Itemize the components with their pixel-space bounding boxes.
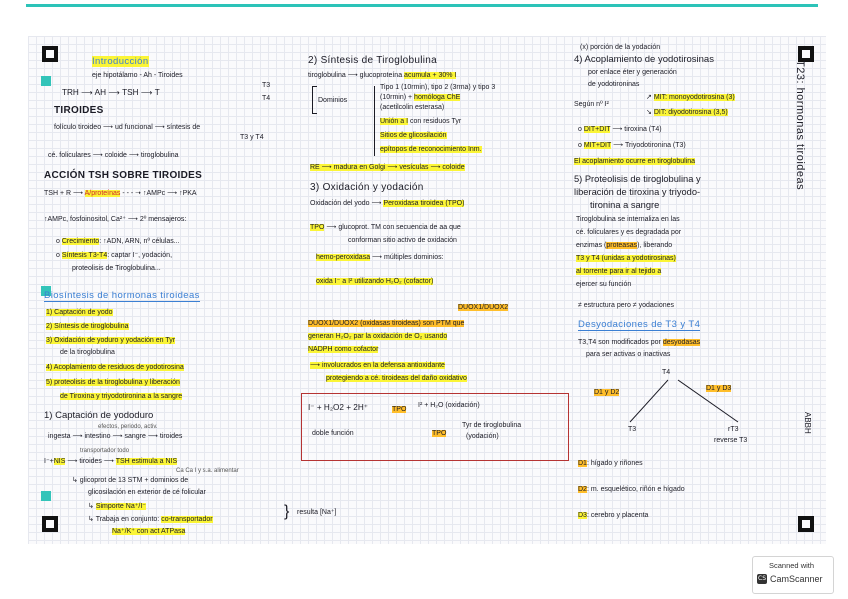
porcion-note: (x) porción de la yodación [580, 44, 661, 51]
camscanner-logo: CS [758, 575, 766, 582]
atpasa-line: Na⁺/K⁺ con act ATPasa [112, 528, 186, 535]
d2-line: D2: m. esquelético, riñón e hígado [578, 486, 685, 493]
folicular-line: folículo tiroideo ⟶ ud funcional ⟶ síntesis de [54, 124, 201, 131]
t4-label: T4 [262, 95, 271, 102]
estructura-note: ≠ estructura pero ≠ yodaciones [578, 302, 675, 309]
scanned-with-label: Scanned with [769, 561, 815, 570]
proteolisis-title: 5) Proteolisis de tiroglobulina y [574, 174, 701, 184]
tree-d1-d3: D1 y D3 [706, 385, 732, 392]
proteolisis-title-3: tironina a sangre [590, 200, 660, 210]
nis-line: I⁻+NIS ⟶ tiroides ⟶ TSH estimula a NIS [44, 458, 178, 465]
notebook-top-rule [26, 4, 818, 7]
acoplamiento-title: 4) Acoplamiento de yodotirosinas [574, 54, 714, 65]
corner-marker-bottom-right [798, 516, 814, 532]
step-5-cont: de Tiroxina y triyodotironina a la sangre [60, 393, 183, 400]
dominio-4: epítopos de reconocimiento Inm. [380, 146, 482, 153]
resulta-line: resulta [Na⁺] [297, 509, 337, 516]
step-1: 1) Captación de yodo [46, 309, 113, 316]
step-5: 5) proteolisis de la tiroglobulina y liberación [46, 379, 180, 386]
tsh-line: TSH + R ⟶ A/proteínas - - - ➝ ↑AMPc ⟶ ↑PKA [44, 190, 197, 197]
corner-marker-bottom-left [42, 516, 58, 532]
sintesis-tiroglobulina-title: 2) Síntesis de Tiroglobulina [308, 55, 438, 66]
step-2: 2) Síntesis de tiroglobulina [46, 323, 129, 330]
dominios-bracket [374, 86, 375, 156]
tpo-line: TPO ⟶ glucoprot. TM con secuencia de aa que [310, 224, 461, 231]
d3-line: D3: cerebro y placenta [578, 512, 649, 519]
equation-2-right: Tyr de tiroglobulina [462, 422, 522, 429]
proteolisis-line-2: cé. foliculares y es degradada por [576, 229, 682, 236]
corner-marker-top-left [42, 46, 58, 62]
captacion-title: 1) Captación de yododuro [44, 410, 154, 421]
tiroides-heading: TIROIDES [54, 105, 104, 116]
t3-label: T3 [262, 82, 271, 89]
tree-t3: T3 [628, 426, 637, 433]
dominios-label: Dominios [318, 97, 348, 104]
step-4: 4) Acoplamiento de residuos de yodotirosina [46, 364, 184, 371]
proteolisis-line-5: al torrente para ir al tejido a [576, 268, 662, 275]
dominios-arrow [312, 86, 317, 114]
proteolisis-title-2: liberación de tiroxina y triyodo- [574, 187, 701, 197]
defensa-line-2: protegiendo a cé. tiroideas del daño oxidativo [326, 375, 467, 382]
proteolisis-line-4: T3 y T4 (unidas a yodotirosinas) [576, 255, 676, 262]
dit-line: ↘ DIT: diyodotirosina (3,5) [646, 109, 728, 116]
camscanner-app-label: CamScanner [770, 574, 823, 584]
step-3-cont: de la tiroglobulina [60, 349, 115, 356]
simporte-line: ↳ Simporte Na⁺/I⁻ [88, 503, 146, 510]
tree-rt3: rT3 [728, 426, 739, 433]
tree-rt3-note: reverse T3 [714, 437, 748, 444]
dominio-1c: (acetilcolin esterasa) [380, 104, 445, 111]
intro-line: eje hipotálamo - Ah - Tiroides [92, 72, 183, 79]
duox-line-2: generan H₂O₂ par la oxidación de O₂ usando [308, 333, 448, 340]
equation-2-right-2: (yodación) [466, 433, 499, 440]
oxidacion-title: 3) Oxidación y yodación [310, 182, 424, 193]
equation-1-left: I⁻ + H₂O2 + 2H⁺ [308, 403, 369, 412]
hemo-line: hemo-peroxidasa ⟶ múltiples dominios: [316, 254, 444, 261]
biosintesis-title: Biosíntesis de hormonas tiroideas [44, 290, 200, 301]
captacion-note: efectos, periodo, activ. [98, 424, 158, 430]
tpo-line-2: conforman sitio activo de oxidación [348, 237, 457, 244]
accion-title: ACCIÓN TSH SOBRE TIROIDES [44, 170, 203, 181]
step-3: 3) Oxidación de yoduro y yodación en Tyr [46, 337, 176, 344]
duox-line: DUOX1/DUOX2 (oxidasas tiroideas) son PTM que [308, 320, 465, 327]
transporter-note: transportador todo [80, 448, 130, 454]
re-line: RE ⟶ madura en Golgi ⟶ vesículas ⟶ coloide [310, 164, 465, 171]
teal-square-marker [41, 491, 51, 501]
oxida-line: oxida I⁻ a I² utilizando H₂O₂ (cofactor) [316, 278, 434, 285]
cotransporter-line: ↳ Trabaja en conjunto: co-transportador [88, 516, 213, 523]
mit-line: ↗ MIT: monoyodotirosina (3) [646, 94, 735, 101]
curly-brace: } [284, 503, 290, 520]
tiroglobulina-line: tiroglobulina ⟶ glucoproteína acumula + 30% I [308, 72, 457, 79]
acoplamiento-note: El acoplamiento ocurre en tiroglobulina [574, 158, 696, 165]
dominio-3: Sitios de glicosilación [380, 132, 447, 139]
desyodaciones-title: Desyodaciones de T3 y T4 [578, 319, 701, 330]
proteolisis-line-3: enzimas (proteasas), liberando [576, 242, 673, 249]
proteolisis-line-6: ejercer su función [576, 281, 632, 288]
signature-vertical: ABBH [803, 412, 812, 434]
folicular-line-2: T3 y T4 [240, 134, 264, 141]
intro-title: Introducción [92, 56, 149, 67]
equation-1-right: I² + H₂O (oxidación) [418, 402, 480, 409]
sintesis-line: o Síntesis T3-T4: captar I⁻, yodación, [56, 252, 173, 259]
crecimiento-line: o Crecimiento: ↑ADN, ARN, nº células... [56, 238, 180, 245]
coloide-line: cé. foliculares ⟶ coloide ⟶ tiroglobulina [48, 152, 179, 159]
captacion-chain: ingesta ⟶ intestino ⟶ sangre ⟶ tiroides [48, 433, 183, 440]
desyodaciones-line-1: T3,T4 son modificados por desyodasas [578, 339, 701, 346]
duox-highlight: DUOX1/DUOX2 [458, 304, 509, 311]
coupling-1: o DIT+DIT ⟶ tiroxina (T4) [578, 126, 662, 133]
proteolisis-line-1: Tiroglobulina se internaliza en las [576, 216, 680, 223]
camscanner-badge [752, 556, 834, 594]
desyodaciones-line-2: para ser activas o inactivas [586, 351, 671, 358]
glico-line: ↳ glicoprot de 13 STM + dominios de [72, 477, 189, 484]
dominio-1b: (10rmin) + homóloga ChE [380, 94, 461, 101]
deiodinase-tree [590, 360, 790, 440]
coupling-2: o MIT+DIT ⟶ Triyodotironina (T3) [578, 142, 686, 149]
tree-t4: T4 [662, 369, 671, 376]
ampc-line: ↑AMPc, fosfoinositol, Ca²⁺ ⟶ 2º mensajeros: [44, 216, 187, 223]
segun-line: Según nº I² [574, 101, 609, 108]
duox-line-3: NADPH como cofactor [308, 346, 379, 353]
acoplamiento-sub-2: de yodotironinas [588, 81, 640, 88]
tree-d1-d2: D1 y D2 [594, 389, 620, 396]
equation-2-tpo: TPO [432, 430, 447, 437]
oxidacion-line: Oxidación del yodo ⟶ Peroxidasa tiroidea (TPO) [310, 200, 465, 207]
dominio-1: Tipo 1 (10rmin), tipo 2 (3rma) y tipo 3 [380, 84, 496, 91]
defensa-line: ⟶ involucrados en la defensa antioxidante [310, 362, 445, 369]
glico-line-2: glicosilación en exterior de cé folicular [88, 489, 206, 496]
equation-1-tpo: TPO [392, 406, 407, 413]
doble-funcion: doble función [312, 430, 354, 437]
d1-line: D1: hígado y riñones [578, 460, 643, 467]
trh-chain: TRH ⟶ AH ⟶ TSH ⟶ T [62, 88, 160, 97]
teal-square-marker [41, 76, 51, 86]
scan-top-band [0, 0, 848, 16]
tree-branch-left [630, 380, 668, 422]
sintesis-line-2: proteolisis de Tiroglobulina... [72, 265, 161, 272]
topic-vertical-title: T23: hormonas tiroideas [794, 60, 806, 191]
nis-note: Ca Ca I y s.a. alimentar [176, 468, 239, 474]
acoplamiento-sub: por enlace éter y generación [588, 69, 677, 76]
dominio-2: Unión a I con residuos Tyr [380, 118, 462, 125]
